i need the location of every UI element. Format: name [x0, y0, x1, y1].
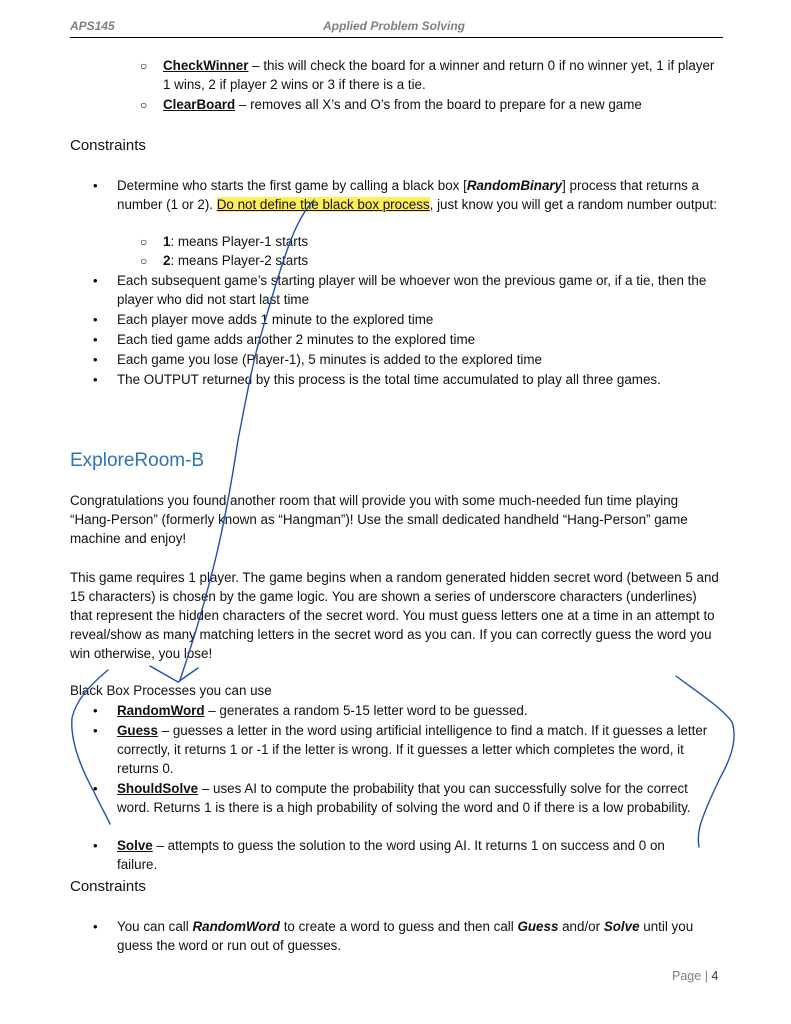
num-2: 2 [163, 253, 171, 268]
blackbox-heading: Black Box Processes you can use [70, 683, 272, 698]
circle-bullet: ○ [140, 98, 148, 112]
bullet: • [93, 703, 98, 718]
sub-1-text: : means Player-1 starts [170, 234, 309, 249]
term-checkwinner: CheckWinner [163, 58, 249, 73]
circle-bullet: ○ [140, 235, 148, 249]
solve-desc: – attempts to guess the solution to the word using AI. It returns 1 on success and 0 on failure. [117, 838, 665, 872]
circle-bullet: ○ [140, 59, 148, 73]
term-randomword: RandomWord [117, 703, 205, 718]
circle-bullet: ○ [140, 254, 148, 268]
sub-item-1 [163, 232, 308, 251]
constraints-heading: Constraints [70, 137, 146, 154]
page-number: 4 [711, 969, 719, 983]
bullet: • [93, 919, 98, 934]
page-footer [672, 969, 718, 983]
bullet: • [93, 723, 98, 738]
constraint-output: The OUTPUT returned by this process is the total time accumulated to play all three games. [117, 372, 661, 387]
num-1: 1 [163, 234, 171, 249]
checkwinner-desc: – this will check the board for a winner and return 0 if no winner yet, 1 if player 1 wins, 2 if player 2 wins or 3 if there is a tie. [163, 58, 715, 92]
constraint-tie-time: Each tied game adds another 2 minutes to the explored time [117, 332, 476, 347]
term-solve: Solve [117, 838, 153, 853]
text-span: until you guess the word or run out of guesses. [117, 919, 694, 953]
term-randombinary: RandomBinary [466, 178, 563, 193]
clearboard-desc: – removes all X’s and O’s from the board to prepare for a new game [235, 97, 642, 112]
header-course-code: APS145 [70, 19, 115, 33]
term-randomword-ref: RandomWord [192, 919, 280, 934]
text-span: Determine who starts the first game by calling a black box [ [117, 178, 467, 193]
text-span: and/or [558, 919, 604, 934]
constraint-randombinary [117, 176, 725, 214]
bullet: • [93, 372, 98, 387]
bullet: • [93, 312, 98, 327]
list-item-checkwinner [163, 56, 723, 94]
section-heading-exploreroom-b: ExploreRoom-B [70, 450, 205, 471]
bb-item-shouldsolve [117, 779, 723, 817]
bb-item-solve [117, 836, 707, 874]
shouldsolve-desc: – uses AI to compute the probability that you can successfully solve for the correct word. Returns 1 is there is a high probability of solving the word and 0 if there is a low probability. [117, 781, 691, 815]
term-solve-ref: Solve [603, 919, 640, 934]
sub-item-2 [163, 251, 308, 270]
term-guess: Guess [117, 723, 158, 738]
bb-item-guess [117, 721, 723, 778]
guess-desc: – guesses a letter in the word using artificial intelligence to find a match. If it guesses a letter correctly, it returns 1 or -1 if the letter is wrong. If it guesses a letter which completes the word, it returns 0. [117, 723, 708, 776]
randomword-desc: – generates a random 5-15 letter word to be guessed. [204, 703, 528, 718]
bullet: • [93, 352, 98, 367]
bb-item-randomword [117, 701, 723, 720]
bullet: • [93, 838, 98, 853]
bullet: • [93, 332, 98, 347]
term-clearboard: ClearBoard [163, 97, 236, 112]
bullet: • [93, 178, 98, 193]
header-title: Applied Problem Solving [323, 19, 466, 33]
constraint-starting-player: Each subsequent game’s starting player will be whoever won the previous game or, if a tie, then the player who did not start last time [117, 273, 707, 307]
arrowhead-icon [150, 666, 198, 682]
footer-label: Page [672, 969, 702, 983]
bullet: • [93, 781, 98, 796]
constraints-heading-b: Constraints [70, 878, 146, 895]
constraint-lose-time: Each game you lose (Player-1), 5 minutes is added to the explored time [117, 352, 543, 367]
sub-2-text: : means Player-2 starts [170, 253, 309, 268]
text-span: , just know you will get a random number output: [429, 197, 717, 212]
footer-separator: | [704, 969, 708, 983]
text-span: to create a word to guess and then call [279, 919, 518, 934]
rules-paragraph: This game requires 1 player. The game begins when a random generated hidden secret word (between 5 and 15 characters) is chosen by the game logic. You are shown a series of underscore characters (underlines) that represent the hidden characters of the secret word. You must guess letters one at a time in an attempt to reveal/show as many matching letters in the secret word as you can. If you can correctly guess the word you win otherwise, you lose! [70, 570, 719, 661]
text-span: You can call [117, 919, 193, 934]
header-rule [70, 37, 723, 38]
term-shouldsolve: ShouldSolve [117, 781, 199, 796]
constraint-call-order [117, 917, 723, 955]
intro-paragraph: Congratulations you found another room that will provide you with some much-needed fun time playing “Hang-Person” (formerly known as “Hangman”)! Use the small dedicated handheld “Hang-Person” game machine and enjoy! [70, 493, 688, 546]
bullet: • [93, 273, 98, 288]
list-item-clearboard [163, 95, 723, 114]
term-guess-ref: Guess [517, 919, 559, 934]
highlighted-text: Do not define the black box process [216, 197, 430, 212]
constraint-move-time: Each player move adds 1 minute to the explored time [117, 312, 434, 327]
text-span: ] process that returns a number (1 or 2). [117, 178, 700, 212]
